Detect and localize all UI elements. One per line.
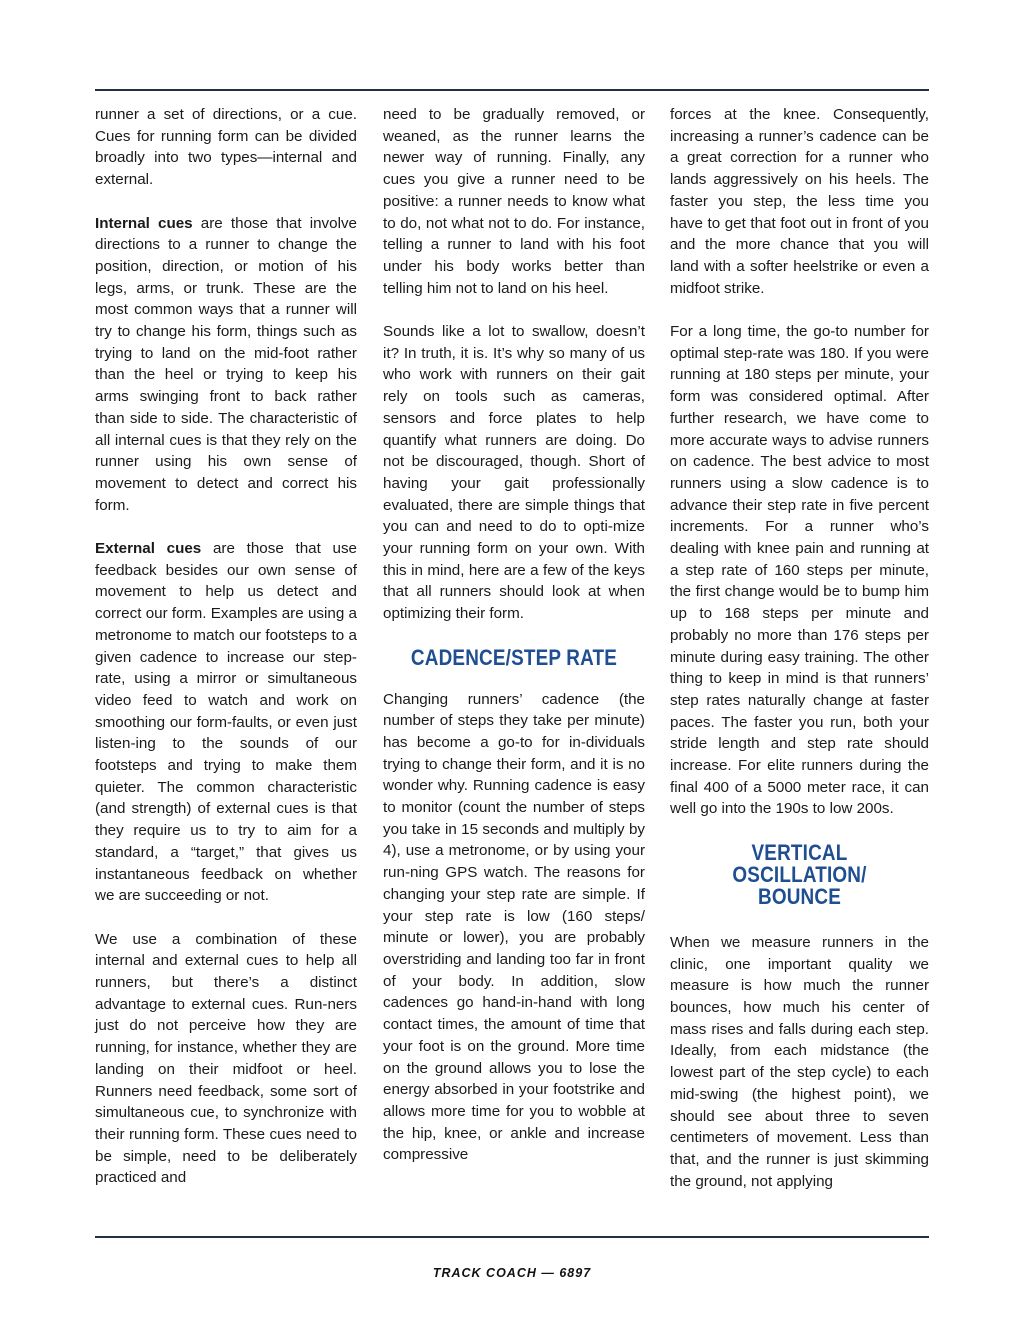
term-internal-cues: Internal cues — [95, 214, 193, 232]
paragraph-internal-cues — [95, 213, 357, 517]
paragraph: Sounds like a lot to swallow, doesn’t it? In truth, it is. It’s why so many of us who work with runners on their gait rely on tools such as cameras, sensors and force plates to help quantify what runners are doing. Do not be discouraged, though. Short of having your gait professionally evaluated, there are simple things that you can and need to do to opti-mize your running form on your own. With this in mind, here are a few of the keys that all runners should look at when optimizing their form. — [383, 323, 645, 623]
paragraph-text: are those that use feedback besides our own sense of movement to help us detect and correct our form. Examples are using a metronome to match our footsteps to a given cadence to increase our step-rate, using a mirror or simultaneous video feed to watch and work on smoothing our form-faults, or even just listen-ing to the sounds of our footsteps and trying to make them quieter. The common characteristic (and strength) of external cues is that they require us to try to aim for a standard, a “target,” that gives us instantaneous feedback on whether we are succeeding or not. — [95, 540, 357, 905]
paragraph: For a long time, the go-to number for optimal step-rate was 180. If you were running at 180 steps per minute, your form was considered optimal. After further research, we have come to more accurate ways to advise runners on cadence. The best advice to most runners using a slow cadence is to advance their step rate in five percent increments. For a runner who’s dealing with knee pain and running at a step rate of 160 steps per minute, the first change would be to bump him up to 168 steps per minute and probably no more than 176 steps per minute during easy training. The other thing to keep in mind is that runners’ step rates naturally change at faster paces. The faster you run, both your stride length and step rate should increase. For elite runners during the final 400 of a 5000 meter race, it can well go into the 190s to low 200s. — [670, 323, 929, 818]
paragraph: need to be gradually removed, or weaned, as the runner learns the newer way of running. Finally, any cues you give a runner need to be positive: a runner needs to know what to do, not what not to do. For instance, telling a runner to land with his foot under his body works better than telling him not to land on his heel. — [383, 106, 645, 297]
page-footer: TRACK COACH — 6897 — [432, 1266, 592, 1280]
column-1 — [95, 104, 357, 1189]
bottom-rule — [95, 1236, 929, 1238]
top-rule — [95, 89, 929, 91]
paragraph: We use a combination of these internal and external cues to help all runners, but there’s a distinct advantage to external cues. Run-ners just do not perceive how they are running, for instance, whether they are landing on their midfoot or heel. Runners need feedback, some sort of simultaneous cue, to synchronize with their running form. These cues need to be simple, need to be deliberately practiced and — [95, 930, 357, 1187]
paragraph: forces at the knee. Consequently, increasing a runner’s cadence can be a great correction for a runner who lands aggressively on his heels. The faster you step, the less time you have to get that foot out in front of you and the more chance that you will land with a softer heelstrike or even a midfoot strike. — [670, 106, 929, 297]
paragraph: runner a set of directions, or a cue. Cues for running form can be divided broadly into two types—internal and external. — [95, 106, 357, 189]
heading-line-1: VERTICAL OSCILLATION/ — [732, 839, 867, 887]
heading-line-2: BOUNCE — [757, 883, 842, 909]
section-heading-vertical-oscillation — [688, 839, 911, 909]
paragraph-external-cues — [95, 538, 357, 907]
paragraph-text: are those that involve directions to a runner to change the position, direction, or motion of his legs, arms, or trunk. These are the most common ways that a runner will try to change his form, things such as trying to land on the mid-foot rather than the heel or trying to keep his arms swinging front to back rather than side to side. The characteristic of all internal cues is that they rely on the runner using his own sense of movement to detect and correct his form. — [95, 214, 357, 514]
paragraph: Changing runners’ cadence (the number of steps they take per minute) has become a go-to for in-dividuals trying to change their form, and it is no wonder why. Running cadence is easy to monitor (count the number of steps you take in 15 seconds and multiply by 4), use a metronome, or by using your run-ning GPS watch. The reasons for changing your step rate are simple. If your step rate is low (160 steps/ minute or lower), you are probably overstriding and landing too far in front of your body. In addition, slow cadences go hand-in-hand with long contact times, the amount of time that your foot is on the ground. More time on the ground allows you to lose the energy absorbed in your footstrike and allows more time for you to wobble at the hip, knee, or ankle and increase compressive — [383, 690, 645, 1164]
section-heading-cadence: CADENCE/STEP RATE — [410, 644, 618, 670]
term-external-cues: External cues — [95, 540, 202, 558]
column-2 — [383, 104, 645, 1166]
column-3 — [670, 104, 929, 1192]
paragraph: When we measure runners in the clinic, one important quality we measure is how much the runner bounces, how much his center of mass rises and falls during each step. Ideally, from each midstance (the lowest part of the step cycle) to each mid-swing (the highest point), we should see about three to seven centimeters of movement. Less than that, and the runner is just skimming the ground, not applying — [670, 933, 929, 1190]
